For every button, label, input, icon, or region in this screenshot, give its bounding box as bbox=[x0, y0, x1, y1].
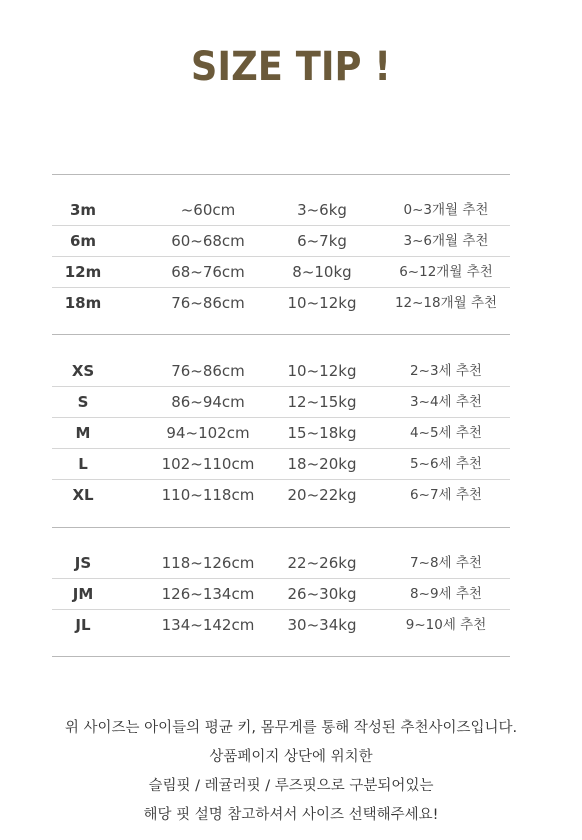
size-label: L bbox=[78, 455, 88, 473]
table-row bbox=[52, 579, 510, 610]
table-row bbox=[52, 387, 510, 418]
table-row bbox=[52, 418, 510, 449]
age-recommendation: 0~3개월 추천 bbox=[403, 202, 489, 218]
weight-range: 8~10kg bbox=[292, 263, 352, 281]
size-label: S bbox=[77, 393, 89, 411]
section-rule bbox=[52, 656, 510, 657]
weight-range: 3~6kg bbox=[297, 201, 347, 219]
height-range: 68~76cm bbox=[171, 263, 245, 281]
section-rule bbox=[52, 174, 510, 175]
size-label: XL bbox=[72, 486, 94, 504]
age-recommendation: 2~3세 추천 bbox=[410, 363, 482, 379]
weight-range: 26~30kg bbox=[287, 585, 357, 603]
height-range: 76~86cm bbox=[171, 362, 245, 380]
weight-range: 6~7kg bbox=[297, 232, 347, 250]
size-label: M bbox=[75, 424, 91, 442]
size-note bbox=[0, 714, 582, 830]
height-range: 102~110cm bbox=[161, 455, 255, 473]
size-table-infant bbox=[52, 195, 510, 318]
age-recommendation: 7~8세 추천 bbox=[410, 555, 482, 571]
height-range: 60~68cm bbox=[171, 232, 245, 250]
height-range: ~60cm bbox=[180, 201, 236, 219]
page-title: SIZE TIP ! bbox=[190, 44, 392, 90]
height-range: 110~118cm bbox=[161, 486, 255, 504]
age-recommendation: 6~7세 추천 bbox=[410, 487, 482, 503]
age-recommendation: 9~10세 추천 bbox=[405, 617, 487, 633]
weight-range: 10~12kg bbox=[287, 362, 357, 380]
weight-range: 10~12kg bbox=[287, 294, 357, 312]
size-label: JM bbox=[72, 585, 94, 603]
weight-range: 20~22kg bbox=[287, 486, 357, 504]
table-row bbox=[52, 480, 510, 510]
height-range: 86~94cm bbox=[171, 393, 245, 411]
size-label: 18m bbox=[64, 294, 102, 312]
section-rule bbox=[52, 527, 510, 528]
weight-range: 30~34kg bbox=[287, 616, 357, 634]
size-label: JL bbox=[75, 616, 91, 634]
height-range: 76~86cm bbox=[171, 294, 245, 312]
age-recommendation: 5~6세 추천 bbox=[410, 456, 482, 472]
size-label: XS bbox=[71, 362, 95, 380]
age-recommendation: 3~4세 추천 bbox=[410, 394, 482, 410]
section-rule bbox=[52, 334, 510, 335]
size-label: 12m bbox=[64, 263, 102, 281]
size-label: 3m bbox=[69, 201, 97, 219]
weight-range: 22~26kg bbox=[287, 554, 357, 572]
age-recommendation: 12~18개월 추천 bbox=[394, 295, 498, 311]
age-recommendation: 4~5세 추천 bbox=[410, 425, 482, 441]
size-table-junior bbox=[52, 548, 510, 640]
age-recommendation: 6~12개월 추천 bbox=[399, 264, 493, 280]
table-row bbox=[52, 195, 510, 226]
height-range: 118~126cm bbox=[161, 554, 255, 572]
weight-range: 15~18kg bbox=[287, 424, 357, 442]
table-row bbox=[52, 548, 510, 579]
size-label: 6m bbox=[69, 232, 97, 250]
note-line: 슬림핏 / 레귤러핏 / 루즈핏으로 구분되어있는 bbox=[148, 778, 434, 794]
note-line: 위 사이즈는 아이들의 평균 키, 몸무게를 통해 작성된 추천사이즈입니다. bbox=[64, 720, 518, 736]
table-row bbox=[52, 257, 510, 288]
height-range: 126~134cm bbox=[161, 585, 255, 603]
size-table-kids bbox=[52, 356, 510, 510]
table-row bbox=[52, 610, 510, 640]
height-range: 134~142cm bbox=[161, 616, 255, 634]
table-row bbox=[52, 288, 510, 318]
weight-range: 12~15kg bbox=[287, 393, 357, 411]
table-row bbox=[52, 449, 510, 480]
weight-range: 18~20kg bbox=[287, 455, 357, 473]
table-row bbox=[52, 226, 510, 257]
size-label: JS bbox=[74, 554, 92, 572]
age-recommendation: 8~9세 추천 bbox=[410, 586, 482, 602]
table-row bbox=[52, 356, 510, 387]
note-line: 상품페이지 상단에 위치한 bbox=[209, 749, 373, 765]
height-range: 94~102cm bbox=[166, 424, 250, 442]
note-line: 해당 핏 설명 참고하셔서 사이즈 선택해주세요! bbox=[143, 807, 439, 823]
age-recommendation: 3~6개월 추천 bbox=[403, 233, 489, 249]
